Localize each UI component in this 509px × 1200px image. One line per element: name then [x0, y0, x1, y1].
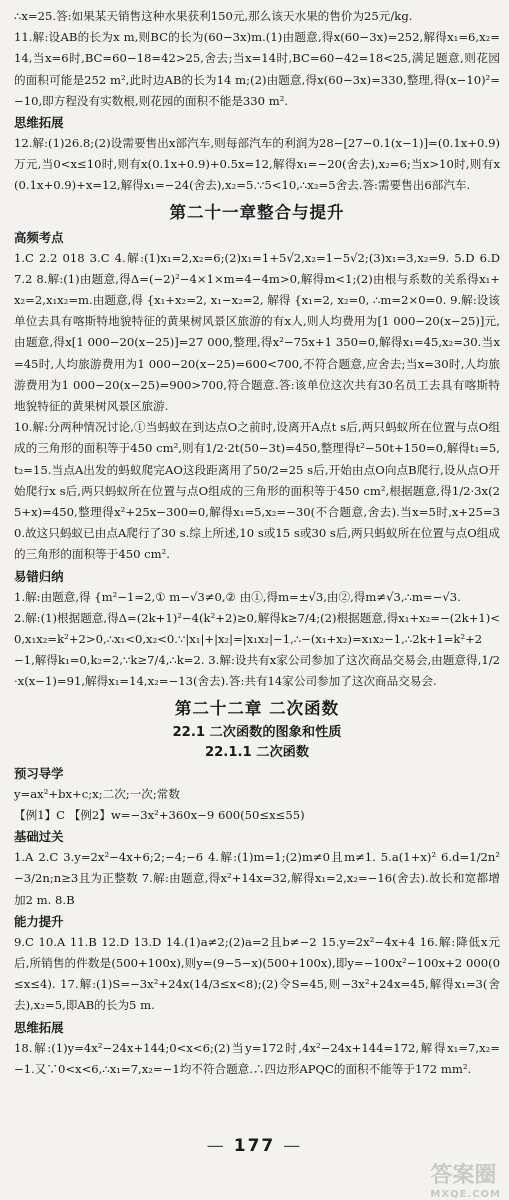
section-heading: 基础过关	[14, 829, 64, 845]
section-heading: 预习导学	[14, 765, 64, 781]
dash-left: —	[206, 1136, 226, 1156]
section-heading: 思维拓展	[14, 115, 64, 131]
section-heading: 能力提升	[14, 913, 64, 929]
chapter-title: 第二十一章整合与提升	[169, 202, 345, 222]
page-number	[0, 1136, 509, 1156]
section-title: 22.1 二次函数的图象和性质	[172, 724, 342, 740]
paragraph-high-frequency: 1.C 2.2 018 3.C 4.解:(1)x₁=2,x₂=6;(2)x₁=1+5√2,x₂=1−5√2;(3)x₁=3,x₂=9. 5.D 6.D 7.2 8.解:(1)由题意,得Δ=(−2)²−4×1×m=4−4m>0,解得m<1;(2)由根与系数的关系得x₁+x₂=2,x₁x₂=m.由题意,得 {x₁+x₂=2, x₁−x₂=2, 解得 {x₁=2, x₂=0, ∴m=2×0=0. 9.解:设该单位去具有喀斯特地貌特征的黄果树风景区旅游的有x人,则人均费用为[1 000−20(x−25)]元,由题意,得x[1 000−20(x−25)]=27 000,整理,得x²−75x+1 350=0,解得x₁=45,x₂=30.当x=45时,人均旅游费用为1 000−20(x−25)=600<700,不符合题意,应舍去;当x=30时,人均旅游费用为1 000−20(x−25)=900>700,符合题意.答:该单位这次共有30名员工去具有喀斯特地貌特征的黄果树风景区旅游.	[14, 250, 500, 414]
dash-right: —	[283, 1136, 303, 1156]
answer-page	[14, 6, 500, 1080]
page-number-value: 177	[233, 1136, 276, 1156]
section-heading: 思维拓展	[14, 1019, 64, 1035]
section-heading: 易错归纳	[14, 568, 64, 584]
watermark-url: MXQE.COM	[430, 1189, 501, 1200]
paragraph-q10-ants: 10.解:分两种情况讨论,①当蚂蚁在到达点O之前时,设离开A点t s后,两只蚂蚁所在位置与点O组成的三角形的面积等于450 cm²,则有1/2·2t(50−3t)=450,整理得t²−50t+150=0,解得t₁=5,t₂=15.当点A出发的蚂蚁爬完AO这段距离用了50/2=25 s后,开始由点O向点B爬行,设从点O开始爬行x s后,两只蚂蚁所在位置与点O组成的三角形的面积等于450 cm²,根据题意,得1/2·3x(25+x)=450,整理得x²+25x−300=0,解得x₁=5,x₂=−30(不合题意,舍去).当x=5时,x+25=30.故这只蚂蚁已由点A爬行了30 s.综上所述,10 s或15 s或30 s后,两只蚂蚁所在位置与点O组成的三角形的面积等于450 cm².	[14, 420, 500, 562]
paragraph-ability: 9.C 10.A 11.B 12.D 13.D 14.(1)a≠2;(2)a=2且b≠−2 15.y=2x²−4x+4 16.解:降低x元后,所销售的件数是(500+100x),则y=(9−5−x)(500+100x),即y=−100x²−100x+2 000(0≤x≤4). 17.解:(1)S=−3x²+24x(14/3≤x<8);(2)令S=45,则−3x²+24x=45,解得x₁=3(舍去),x₂=5,即AB的长为5 m.	[14, 934, 500, 1013]
paragraph-examples: 【例1】C 【例2】w=−3x²+360x−9 600(50≤x≤55)	[14, 807, 305, 822]
paragraph-q18: 18.解:(1)y=4x²−24x+144;0<x<6;(2)当y=172时,4x²−24x+144=172,解得x₁=7,x₂=−1.又∵0<x<6,∴x₁=7,x₂=−1均不符合题意.∴四边形APQC的面积不能等于172 mm².	[14, 1040, 500, 1076]
watermark-text: 答案圈	[430, 1163, 497, 1188]
subsection-title: 22.1.1 二次函数	[204, 744, 310, 760]
paragraph-q12: 12.解:(1)26.8;(2)设需要售出x部汽车,则每部汽车的利润为28−[27−0.1(x−1)]=(0.1x+0.9)万元,当0<x≤10时,则有x(0.1x+0.9)+0.5x=12,解得x₁=−20(舍去),x₂=6;当x>10时,则有x(0.1x+0.9)+x=12,解得x₁=−24(舍去),x₂=5.∵5<10,∴x₂=5舍去.答:需要售出6部汽车.	[14, 136, 500, 193]
section-heading: 高频考点	[14, 229, 64, 245]
paragraph-error-1: 1.解:由题意,得 {m²−1=2,① m−√3≠0,② 由①,得m=±√3,由②,得m≠√3,∴m=−√3.	[14, 589, 461, 604]
paragraph-q10-end: ∴x=25.答:如果某天销售这种水果获利150元,那么该天水果的售价为25元/kg.	[14, 9, 413, 23]
paragraph-basic: 1.A 2.C 3.y=2x²−4x+6;2;−4;−6 4.解:(1)m=1;(2)m≠0且m≠1. 5.a(1+x)² 6.d=1/2n²−3/2n;n≥3且为正整数 7.解:由题意,得x²+14x=32,解得x₁=2,x₂=−16(舍去).故长和宽都增加2 m. 8.B	[14, 850, 500, 907]
watermark-logo	[430, 1158, 501, 1200]
paragraph-q11: 11.解:设AB的长为x m,则BC的长为(60−3x)m.(1)由题意,得x(60−3x)=252,解得x₁=6,x₂=14,当x=6时,BC=60−18=42>25,舍去;当x=14时,BC=60−42=18<25,满足题意,则花园的面积可能是252 m²,此时边AB的长为14 m;(2)由题意,得x(60−3x)=330,整理,得(x−10)²=−10,即方程没有实数根,则花园的面积不能是330 m².	[14, 30, 500, 108]
chapter-title: 第二十二章 二次函数	[174, 698, 340, 718]
paragraph-error-2: 2.解:(1)根据题意,得Δ=(2k+1)²−4(k²+2)≥0,解得k≥7/4;(2)根据题意,得x₁+x₂=−(2k+1)<0,x₁x₂=k²+2>0,∴x₁<0,x₂<0.∵|x₁|+|x₂|=|x₁x₂|−1,∴−(x₁+x₂)=x₁x₂−1,∴2k+1=k²+2−1,解得k₁=0,k₂=2,∵k≥7/4,∴k=2. 3.解:设共有x家公司参加了这次商品交易会,由题意得,1/2·x(x−1)=91,解得x₁=14,x₂=−13(舍去).答:共有14家公司参加了这次商品交易会.	[14, 610, 500, 689]
paragraph-preview: y=ax²+bx+c;x;二次;一次;常数	[14, 786, 180, 801]
